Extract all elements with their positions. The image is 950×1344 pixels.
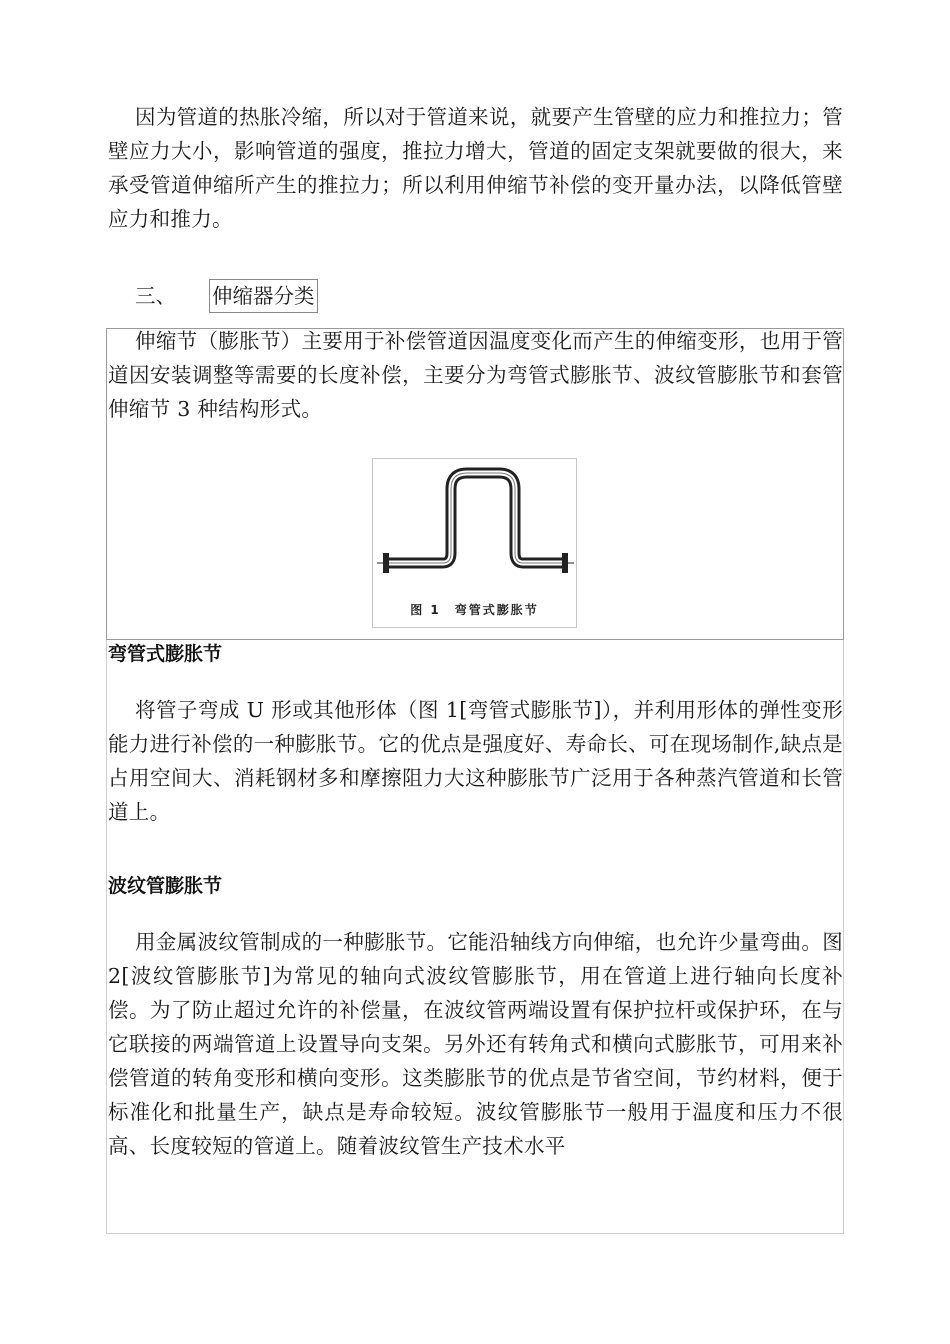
figure-bend-expansion-joint <box>372 458 577 628</box>
intro-paragraph: 因为管道的热胀冷缩，所以对于管道来说，就要产生管壁的应力和推拉力；管壁应力大小，影响管道的强度，推拉力增大，管道的固定支架就要做的很大，来承受管道伸缩所产生的推拉力；所以利用伸缩节补偿的变开量办法，以降低管壁应力和推力。 <box>108 105 843 231</box>
section-title: 伸缩器分类 <box>209 279 318 313</box>
bend-paragraph: 将管子弯成 U 形或其他形体（图 1[弯管式膨胀节]），并利用形体的弹性变形能力进行补偿的一种膨胀节。它的优点是强度好、寿命长、可在现场制作,缺点是占用空间大、消耗钢材多和摩擦阻力大这种膨胀节广泛用于各种蒸汽管道和长管道上。 <box>108 698 843 824</box>
figure-caption: 图 1 弯管式膨胀节 <box>410 603 539 617</box>
classification-paragraph: 伸缩节（膨胀节）主要用于补偿管道因温度变化而产生的伸缩变形，也用于管道因安装调整等需要的长度补偿，主要分为弯管式膨胀节、波纹管膨胀节和套管伸缩节 3 种结构形式。 <box>108 329 843 421</box>
bellows-paragraph: 用金属波纹管制成的一种膨胀节。它能沿轴线方向伸缩，也允许少量弯曲。图 2[波纹管膨胀节]为常见的轴向式波纹管膨胀节，用在管道上进行轴向长度补偿。为了防止超过允许的补偿量，在波纹管两端设置有保护拉杆或保护环，在与它联接的两端管道上设置导向支架。另外还有转角式和横向式膨胀节，可用来补偿管道的转角变形和横向变形。这类膨胀节的优点是节省空间，节约材料，便于标准化和批量生产，缺点是寿命较短。波纹管膨胀节一般用于温度和压力不很高、长度较短的管道上。随着波纹管生产技术水平 <box>108 930 843 1158</box>
heading-bend-expansion-joint: 弯管式膨胀节 <box>108 643 223 665</box>
section-number: 三、 <box>135 284 176 308</box>
heading-bellows-expansion-joint: 波纹管膨胀节 <box>108 875 223 897</box>
